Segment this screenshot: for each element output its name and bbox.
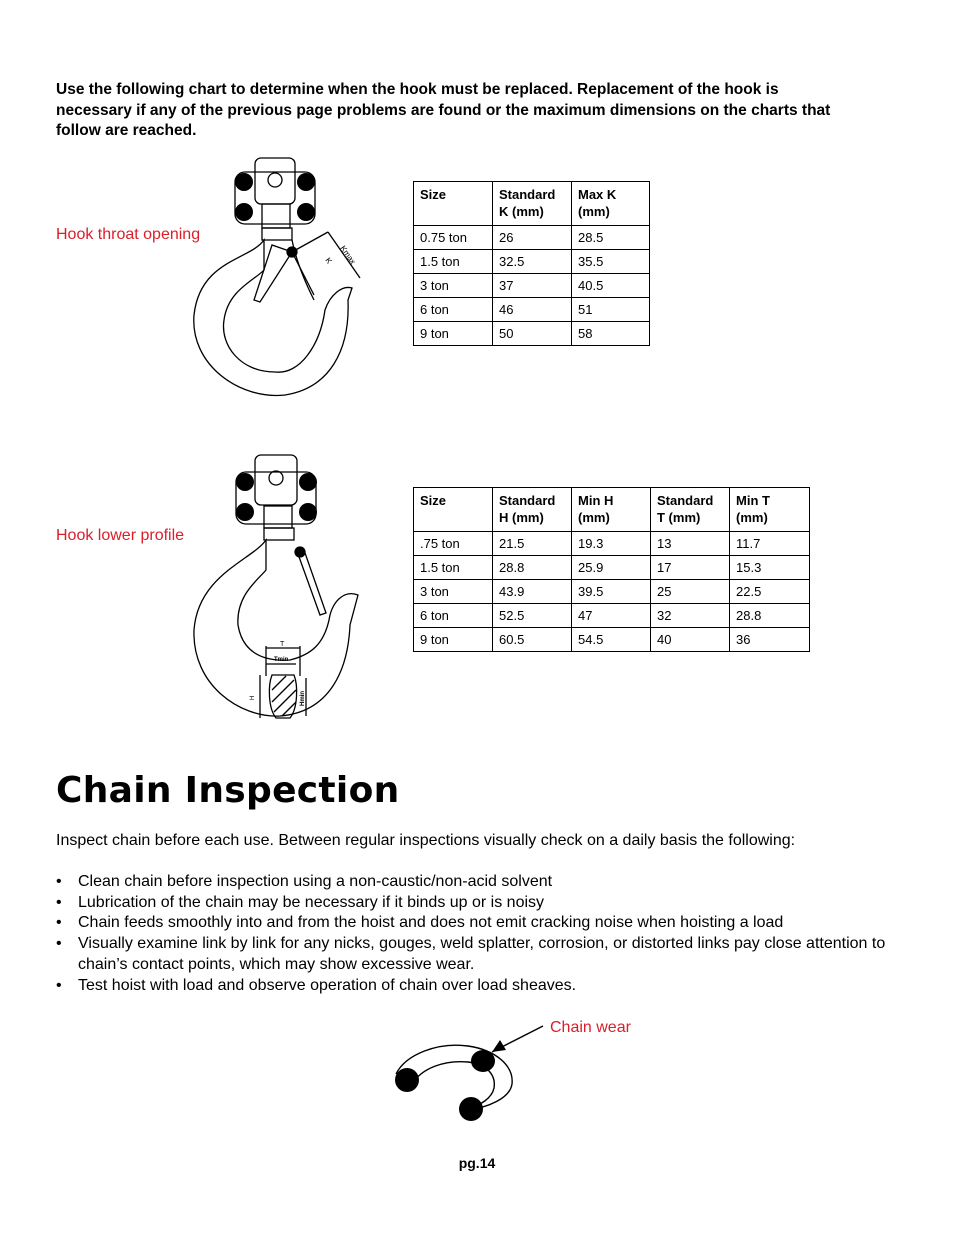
hmin-dimension-label: Hmin xyxy=(300,691,306,706)
table-row xyxy=(414,532,810,556)
table-cell: 26 xyxy=(493,226,572,250)
table-cell: 51 xyxy=(572,298,650,322)
section-lead-paragraph: Inspect chain before each use. Between regular inspections visually check on a daily basis the following: xyxy=(56,832,796,849)
table-cell: 60.5 xyxy=(493,628,572,652)
table-cell: 28.5 xyxy=(572,226,650,250)
column-header: Standard H (mm) xyxy=(493,488,572,532)
table-cell: 46 xyxy=(493,298,572,322)
table-row xyxy=(414,628,810,652)
table-cell: 1.5 ton xyxy=(414,250,493,274)
table-cell: 39.5 xyxy=(572,580,651,604)
column-header: Size xyxy=(414,182,493,226)
kmax-dimension-label: Kmax xyxy=(338,243,358,266)
table-cell: 6 ton xyxy=(414,298,493,322)
table-cell: 3 ton xyxy=(414,580,493,604)
chain-link-diagram xyxy=(388,1018,558,1128)
column-header: Max K (mm) xyxy=(572,182,650,226)
table-row xyxy=(414,274,650,298)
table-cell: 47 xyxy=(572,604,651,628)
column-header: Standard K (mm) xyxy=(493,182,572,226)
list-item-text: Lubrication of the chain may be necessary if it binds up or is noisy xyxy=(78,893,545,911)
column-header: Standard T (mm) xyxy=(651,488,730,532)
table-cell: 17 xyxy=(651,556,730,580)
throat-opening-table xyxy=(413,181,650,346)
table-cell: 52.5 xyxy=(493,604,572,628)
table-cell: 1.5 ton xyxy=(414,556,493,580)
list-item-text: Test hoist with load and observe operation of chain over load sheaves. xyxy=(78,976,577,994)
table-cell: 11.7 xyxy=(730,532,810,556)
table-cell: 54.5 xyxy=(572,628,651,652)
list-item xyxy=(56,976,886,997)
t-dimension-label: T xyxy=(280,641,285,648)
table-cell: 40 xyxy=(651,628,730,652)
table-cell: 43.9 xyxy=(493,580,572,604)
list-item xyxy=(56,913,886,934)
column-header: Min H (mm) xyxy=(572,488,651,532)
table-cell: 15.3 xyxy=(730,556,810,580)
table-cell: 35.5 xyxy=(572,250,650,274)
hook-throat-opening-label: Hook throat opening xyxy=(56,226,201,243)
lower-profile-table xyxy=(413,487,810,652)
table-cell: 19.3 xyxy=(572,532,651,556)
table-cell: 9 ton xyxy=(414,628,493,652)
h-dimension-label: H xyxy=(250,695,256,700)
bullet-marker: • xyxy=(56,893,62,911)
table-row xyxy=(414,298,650,322)
table-cell: 21.5 xyxy=(493,532,572,556)
table-cell: 28.8 xyxy=(493,556,572,580)
list-item xyxy=(56,934,886,975)
list-item xyxy=(56,872,886,893)
chain-wear-label: Chain wear xyxy=(550,1019,631,1036)
table-row xyxy=(414,250,650,274)
table-cell: .75 ton xyxy=(414,532,493,556)
table-row xyxy=(414,322,650,346)
table-cell: 28.8 xyxy=(730,604,810,628)
tmin-dimension-label: Tmin xyxy=(274,657,289,663)
hook-throat-diagram xyxy=(180,150,380,410)
k-dimension-label: K xyxy=(323,255,334,266)
table-cell: 25.9 xyxy=(572,556,651,580)
section-title: Chain Inspection xyxy=(56,770,400,811)
table-header-row xyxy=(414,182,650,226)
table-cell: 37 xyxy=(493,274,572,298)
table-cell: 50 xyxy=(493,322,572,346)
list-item-text: Chain feeds smoothly into and from the hoist and does not emit cracking noise when hoisting a load xyxy=(78,914,784,932)
inspection-checklist xyxy=(56,872,886,996)
list-item-text: Visually examine link by link for any nicks, gouges, weld splatter, corrosion, or distorted links pay close attention to chain’s contact points, which may show excessive wear. xyxy=(78,935,886,973)
list-item-text: Clean chain before inspection using a non-caustic/non-acid solvent xyxy=(78,873,553,890)
table-cell: 22.5 xyxy=(730,580,810,604)
column-header: Min T (mm) xyxy=(730,488,810,532)
hook-lower-profile-label: Hook lower profile xyxy=(56,527,185,544)
table-cell: 32 xyxy=(651,604,730,628)
table-cell: 6 ton xyxy=(414,604,493,628)
bullet-marker: • xyxy=(56,873,62,890)
table-row xyxy=(414,556,810,580)
table-cell: 40.5 xyxy=(572,274,650,298)
list-item xyxy=(56,893,886,914)
column-header: Size xyxy=(414,488,493,532)
hook-profile-diagram xyxy=(180,450,380,725)
bullet-marker: • xyxy=(56,914,62,932)
table-cell: 25 xyxy=(651,580,730,604)
intro-paragraph: Use the following chart to determine when the hook must be replaced. Replacement of the hook is necessary if any of the previous page problems are found or the maximum dimensions on the charts that follow are reached. xyxy=(56,81,831,139)
table-row xyxy=(414,604,810,628)
table-cell: 3 ton xyxy=(414,274,493,298)
table-cell: 36 xyxy=(730,628,810,652)
table-row xyxy=(414,580,810,604)
table-header-row xyxy=(414,488,810,532)
table-cell: 13 xyxy=(651,532,730,556)
table-cell: 58 xyxy=(572,322,650,346)
table-cell: 32.5 xyxy=(493,250,572,274)
table-row xyxy=(414,226,650,250)
page-number: pg.14 xyxy=(458,1155,496,1171)
bullet-marker: • xyxy=(56,935,62,953)
table-cell: 9 ton xyxy=(414,322,493,346)
table-cell: 0.75 ton xyxy=(414,226,493,250)
bullet-marker: • xyxy=(56,976,62,994)
